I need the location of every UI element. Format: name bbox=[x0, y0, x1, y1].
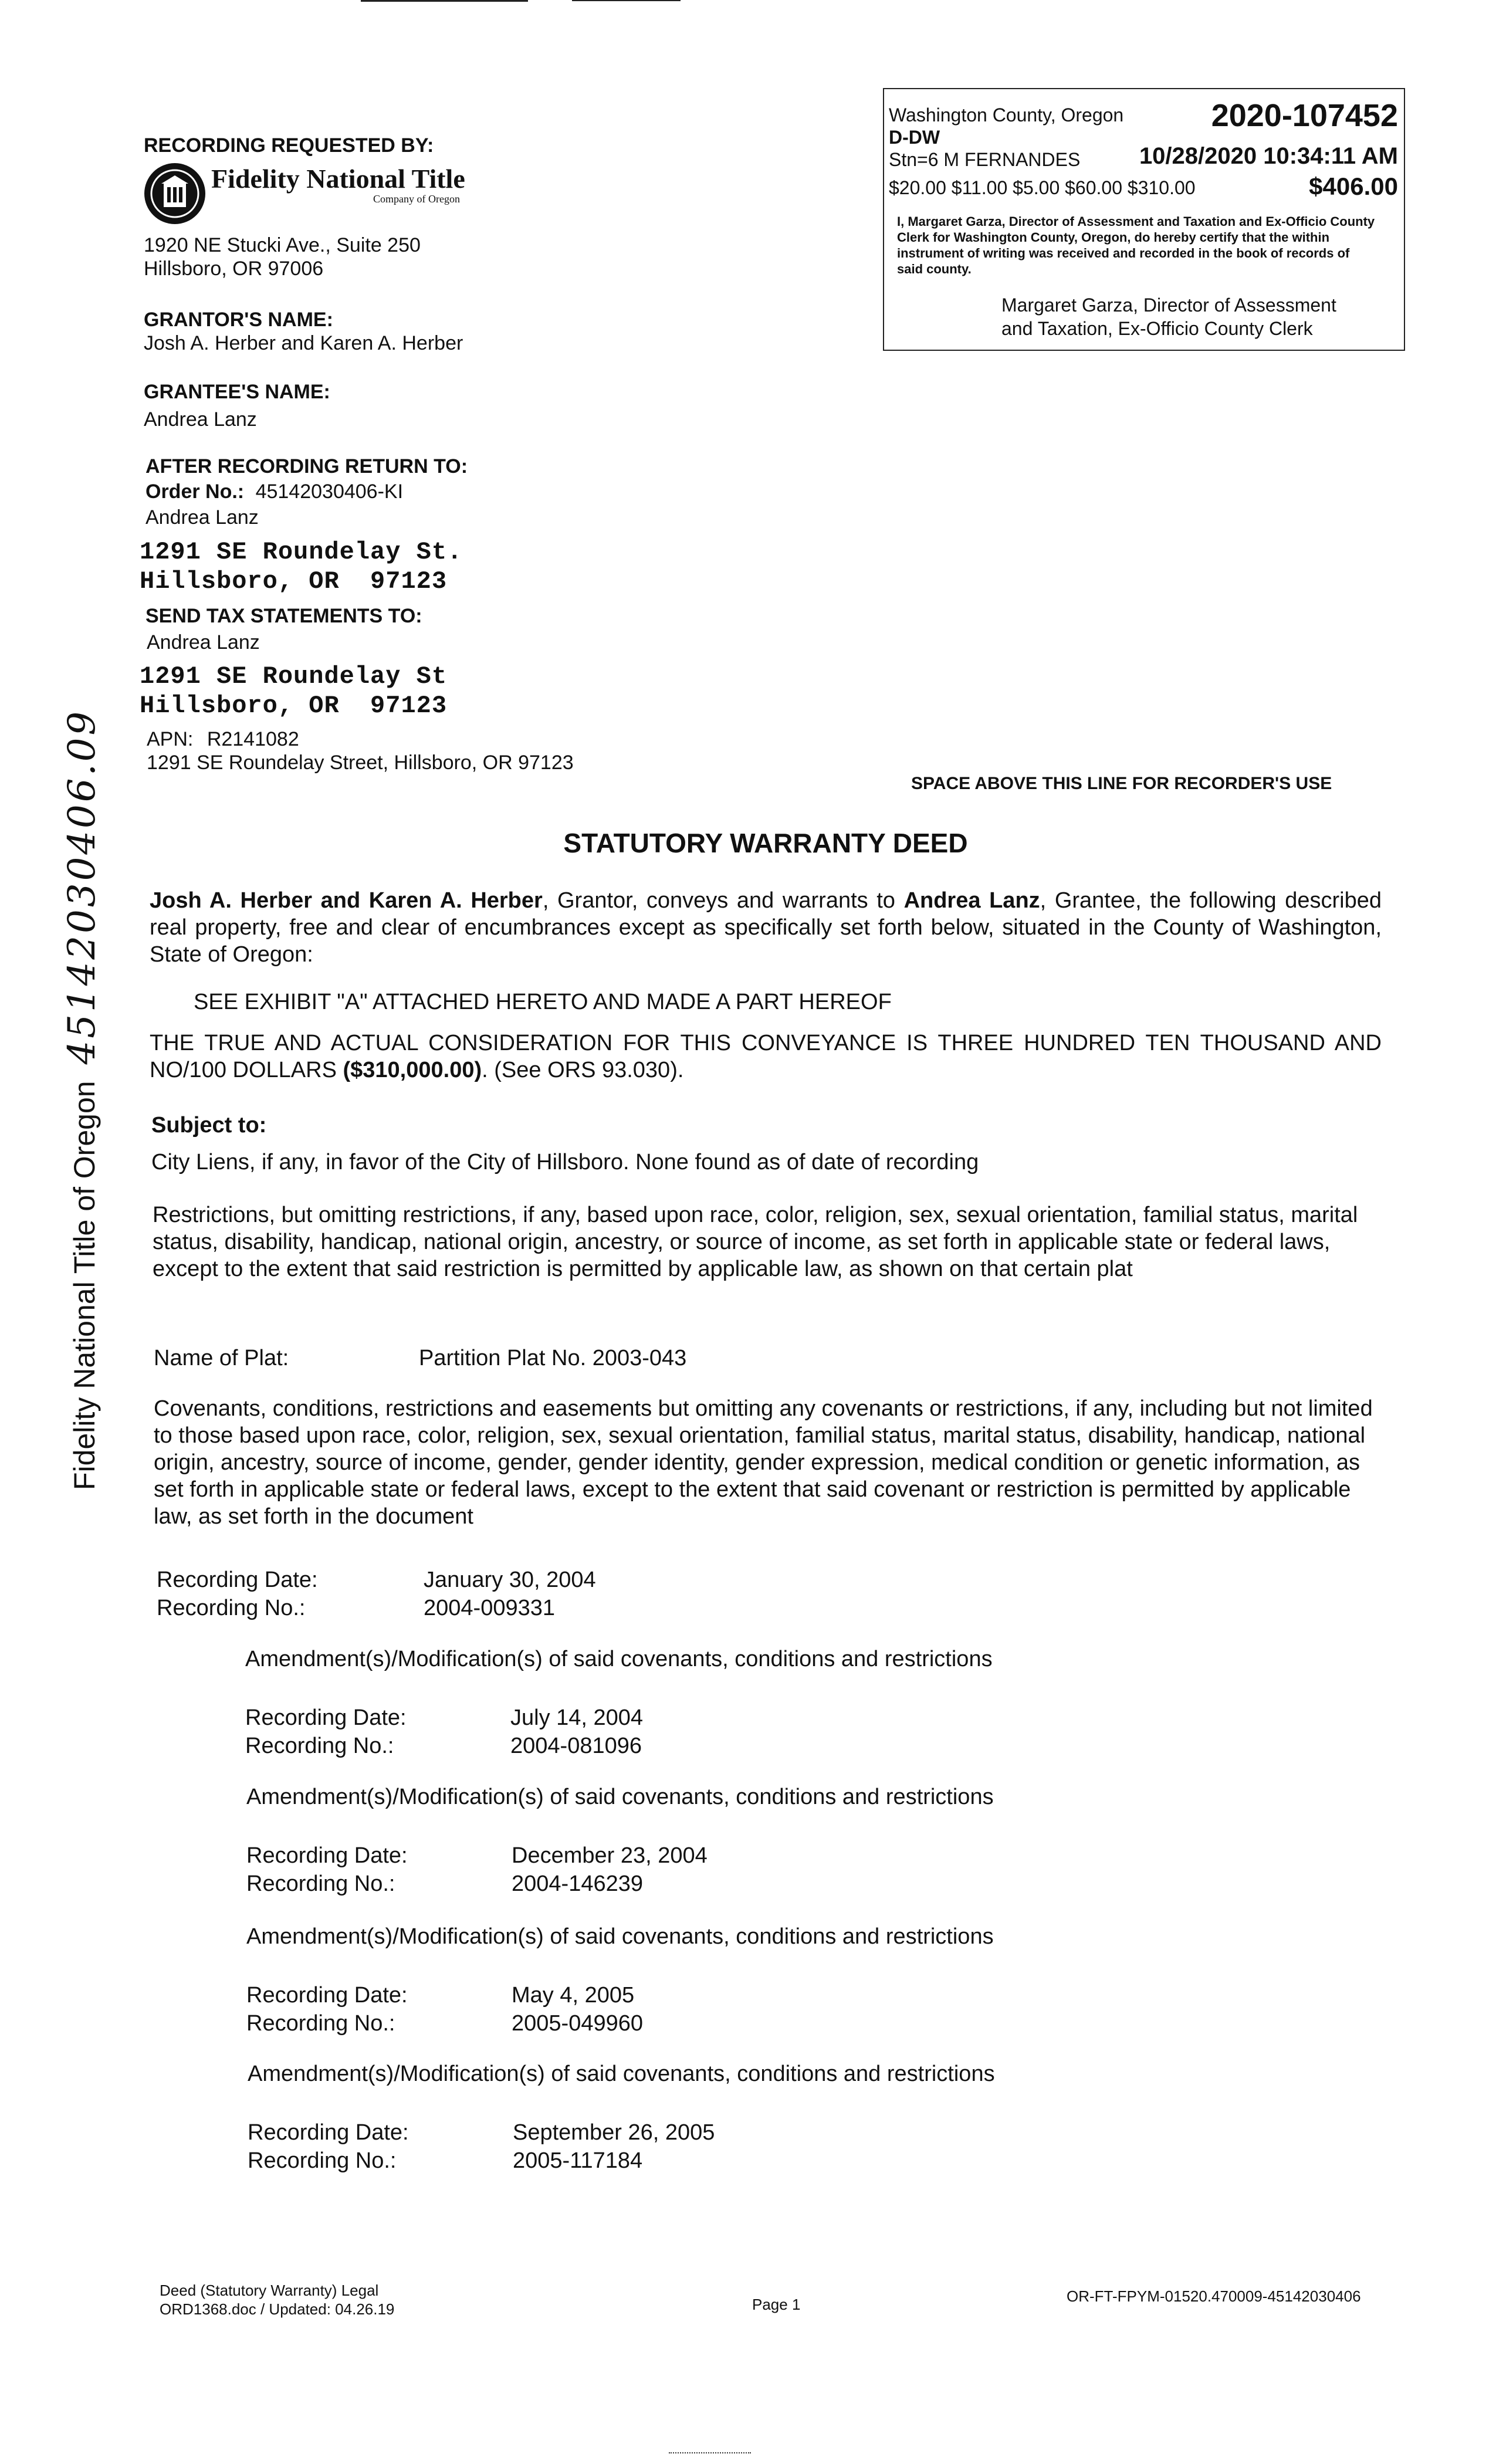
amendment-number-value: 2005-049960 bbox=[512, 2011, 643, 2036]
stamp-signature-line-1: Margaret Garza, Director of Assessment bbox=[1001, 295, 1336, 316]
after-recording-label: AFTER RECORDING RETURN TO: bbox=[145, 455, 468, 478]
recording-no-label: Recording No.: bbox=[245, 1734, 394, 1758]
fidelity-logo-icon bbox=[143, 161, 207, 226]
footer-form-line-2: ORD1368.doc / Updated: 04.26.19 bbox=[160, 2300, 395, 2318]
stamp-county: Washington County, Oregon bbox=[889, 104, 1124, 126]
stamp-certification: I, Margaret Garza, Director of Assessment and Taxation and Ex-Officio County Clerk for Washington County, Oregon, do hereby certify that the within instrument of writing was received and recorded in the book of records of said county. bbox=[897, 214, 1375, 276]
consideration-paragraph bbox=[150, 1030, 1382, 1084]
amendment-2-date bbox=[246, 1842, 708, 1869]
amendment-text-1: Amendment(s)/Modification(s) of said covenants, conditions and restrictions bbox=[245, 1647, 993, 1671]
footer-document-code: OR-FT-FPYM-01520.470009-45142030406 bbox=[1067, 2287, 1361, 2305]
apn-line bbox=[147, 727, 299, 751]
recording-requested-label: RECORDING REQUESTED BY: bbox=[144, 134, 434, 157]
amendment-date-value: May 4, 2005 bbox=[512, 1983, 635, 2008]
amendment-number-value: 2004-146239 bbox=[512, 1871, 643, 1896]
consideration-amount: ($310,000.00) bbox=[343, 1058, 482, 1082]
stamp-datetime: 10/28/2020 10:34:11 AM bbox=[1139, 143, 1398, 169]
grantee-name-bold: Andrea Lanz bbox=[903, 888, 1040, 913]
recording-date-value: January 30, 2004 bbox=[424, 1568, 596, 1592]
amendment-date-value: July 14, 2004 bbox=[510, 1705, 644, 1730]
return-to-name: Andrea Lanz bbox=[145, 506, 259, 529]
amendment-date-value: September 26, 2005 bbox=[513, 2120, 715, 2145]
deed-title: STATUTORY WARRANTY DEED bbox=[563, 828, 968, 858]
conveys-text: , Grantor, conveys and warrants to bbox=[542, 888, 904, 913]
recording-date-label: Recording Date: bbox=[246, 1843, 408, 1868]
grantor-names-bold: Josh A. Herber and Karen A. Herber bbox=[150, 888, 543, 913]
main-recording-date bbox=[157, 1566, 596, 1593]
amendment-3-date bbox=[246, 1982, 634, 2009]
send-tax-label: SEND TAX STATEMENTS TO: bbox=[145, 605, 422, 627]
consideration-tail: . (See ORS 93.030). bbox=[482, 1058, 684, 1082]
subject-to-heading: Subject to: bbox=[151, 1113, 267, 1138]
company-subtitle: Company of Oregon bbox=[373, 193, 460, 205]
order-no-label: Order No.: bbox=[145, 480, 245, 503]
stamp-signature-line-2: and Taxation, Ex-Officio County Clerk bbox=[1001, 318, 1313, 339]
space-above-notice: SPACE ABOVE THIS LINE FOR RECORDER'S USE bbox=[911, 774, 1332, 793]
amendment-4-date bbox=[248, 2119, 715, 2146]
return-to-address-2: Hillsboro, OR 97123 bbox=[140, 567, 448, 595]
handwritten-order-number: 45142030406.09 bbox=[60, 709, 104, 1065]
consideration-text: THE TRUE AND ACTUAL CONSIDERATION FOR THIS CONVEYANCE IS THREE HUNDRED TEN THOUSAND AND NO/100 DOLLARS bbox=[150, 1031, 1382, 1082]
company-name: Fidelity National Title bbox=[211, 164, 465, 194]
amendment-number-value: 2004-081096 bbox=[510, 1734, 642, 1758]
grantee-label: GRANTEE'S NAME: bbox=[144, 381, 330, 403]
recording-no-label: Recording No.: bbox=[246, 2011, 395, 2036]
exhibit-reference: SEE EXHIBIT "A" ATTACHED HERETO AND MADE A PART HEREOF bbox=[194, 990, 892, 1014]
grantee-name: Andrea Lanz bbox=[144, 408, 257, 431]
property-address: 1291 SE Roundelay Street, Hillsboro, OR 97123 bbox=[147, 752, 574, 774]
conveyance-paragraph bbox=[150, 887, 1382, 968]
order-no-value: 45142030406-KI bbox=[255, 480, 404, 503]
tax-name: Andrea Lanz bbox=[147, 631, 260, 654]
company-address-line-2: Hillsboro, OR 97006 bbox=[144, 258, 324, 280]
plat-label: Name of Plat: bbox=[154, 1346, 289, 1370]
company-address-line-1: 1920 NE Stucki Ave., Suite 250 bbox=[144, 234, 421, 256]
return-to-address-1: 1291 SE Roundelay St. bbox=[140, 538, 463, 566]
amendment-1-number bbox=[245, 1732, 642, 1759]
main-recording-number bbox=[157, 1595, 555, 1622]
apn-value: R2141082 bbox=[207, 728, 299, 750]
amendment-4-number bbox=[248, 2147, 642, 2174]
apn-label: APN: bbox=[147, 728, 194, 750]
recording-date-label: Recording Date: bbox=[245, 1705, 407, 1730]
stamp-doc-type: D-DW bbox=[889, 127, 940, 148]
side-margin-annotation bbox=[60, 709, 104, 1490]
recorder-stamp-box bbox=[883, 88, 1405, 351]
amendment-3-number bbox=[246, 2010, 643, 2037]
tax-address-1: 1291 SE Roundelay St bbox=[140, 662, 448, 691]
footer-page-number: Page 1 bbox=[752, 2296, 801, 2313]
amendment-text-2: Amendment(s)/Modification(s) of said covenants, conditions and restrictions bbox=[246, 1785, 994, 1809]
stamp-total: $406.00 bbox=[1309, 172, 1398, 200]
tax-address-2: Hillsboro, OR 97123 bbox=[140, 692, 448, 720]
city-liens: City Liens, if any, in favor of the City of Hillsboro. None found as of date of recording bbox=[151, 1150, 979, 1175]
amendment-number-value: 2005-117184 bbox=[513, 2148, 643, 2173]
stamp-fees: $20.00 $11.00 $5.00 $60.00 $310.00 bbox=[889, 177, 1196, 198]
recording-date-label: Recording Date: bbox=[157, 1568, 318, 1592]
order-number-line bbox=[145, 480, 403, 503]
amendment-1-date bbox=[245, 1704, 643, 1731]
recording-date-label: Recording Date: bbox=[248, 2120, 409, 2145]
recording-no-label: Recording No.: bbox=[157, 1596, 306, 1620]
scan-artifact bbox=[669, 2452, 751, 2456]
grantor-label: GRANTOR'S NAME: bbox=[144, 309, 333, 331]
stamp-doc-number: 2020-107452 bbox=[1211, 98, 1398, 133]
footer-form-line-1: Deed (Statutory Warranty) Legal bbox=[160, 2282, 379, 2299]
restrictions-paragraph: Restrictions, but omitting restrictions, if any, based upon race, color, religion, sex, sexual orientation, familial status, marital status, disability, handicap, national origin, ancestry, or source of income, as set forth in applicable state or federal laws, except to the extent that said restriction is permitted by applicable law, as shown on that certain plat bbox=[153, 1203, 1358, 1281]
amendment-text-4: Amendment(s)/Modification(s) of said covenants, conditions and restrictions bbox=[248, 2062, 995, 2086]
side-company-text: Fidelity National Title of Oregon bbox=[68, 1081, 101, 1490]
stamp-station: Stn=6 M FERNANDES bbox=[889, 149, 1081, 170]
scan-artifact bbox=[361, 0, 528, 2]
recording-no-label: Recording No.: bbox=[246, 1871, 395, 1896]
covenants-paragraph: Covenants, conditions, restrictions and easements but omitting any covenants or restrictions, if any, including but not limited to those based upon race, color, religion, sex, sexual orientation, familial status, marital status, disability, handicap, national origin, ancestry, source of income, gender, gender identity, gender expression, medical condition or genetic information, as set forth in applicable state or federal laws, except to the extent that said covenant or restriction is permitted by applicable law, as set forth in the document bbox=[154, 1396, 1373, 1529]
scan-artifact bbox=[572, 0, 681, 1]
amendment-date-value: December 23, 2004 bbox=[512, 1843, 708, 1868]
recording-date-label: Recording Date: bbox=[246, 1983, 408, 2008]
plat-value: Partition Plat No. 2003-043 bbox=[419, 1346, 687, 1370]
recording-no-value: 2004-009331 bbox=[424, 1596, 555, 1620]
conveyance-rest: , Grantee, the following described real property, free and clear of encumbrances except as specifically set forth below, situated in the County of Washington, State of Oregon: bbox=[150, 888, 1382, 967]
recording-no-label: Recording No.: bbox=[248, 2148, 397, 2173]
grantor-name: Josh A. Herber and Karen A. Herber bbox=[144, 332, 463, 354]
plat-line bbox=[154, 1345, 686, 1372]
amendment-2-number bbox=[246, 1870, 643, 1897]
amendment-text-3: Amendment(s)/Modification(s) of said covenants, conditions and restrictions bbox=[246, 1924, 994, 1949]
